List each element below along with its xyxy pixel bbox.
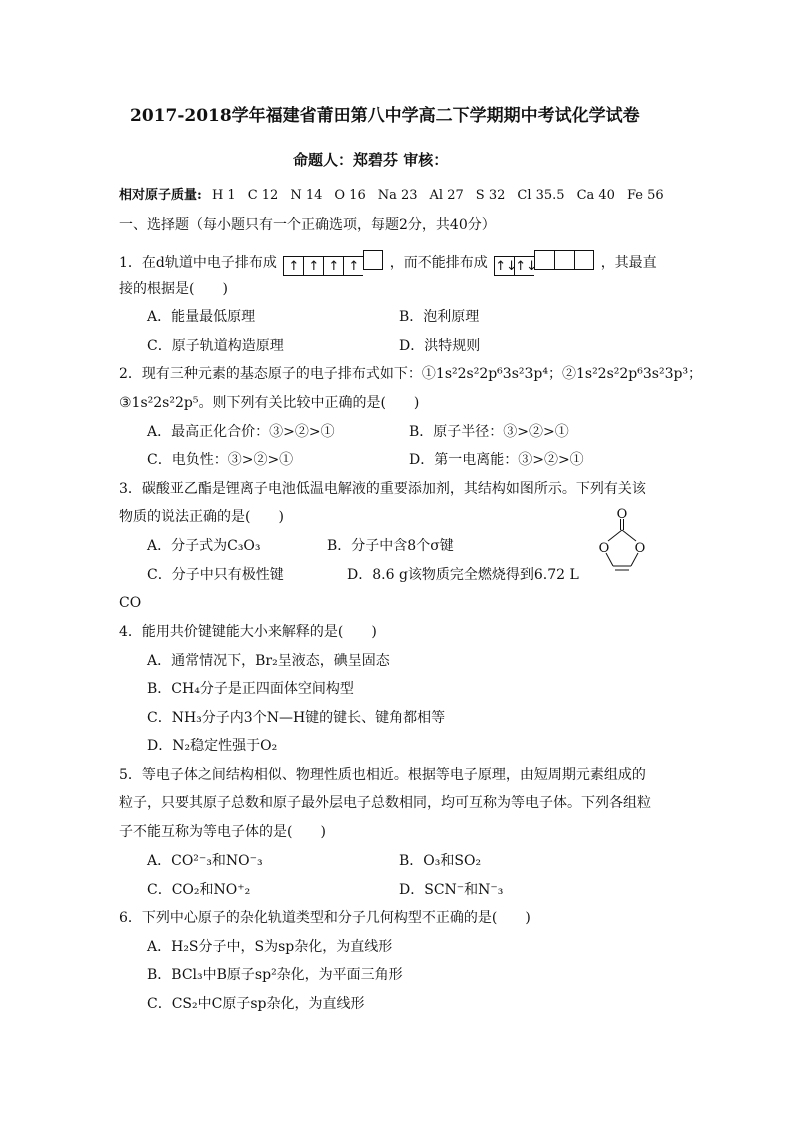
orbital-diagram-a	[283, 250, 383, 276]
q1-option-c: C．原子轨道构造原理	[147, 338, 284, 354]
atomic-mass-item: O 16	[334, 188, 366, 203]
q3-option-b: B．分子中含8个σ键	[327, 538, 454, 554]
q5-option-c: C．CO₂和NO⁺₂	[147, 882, 251, 898]
atom-o-top: O	[616, 507, 628, 522]
q1-stem-a: 1．在d轨道中电子排布成	[119, 255, 277, 271]
q5-stem-line3: 子不能互称为等电子体的是( )	[119, 824, 326, 840]
orbital-box: ↑	[283, 256, 303, 276]
atomic-mass-items	[212, 188, 676, 203]
orbital-box: ↑	[343, 256, 363, 276]
orbital-box: ↑↓	[494, 256, 514, 276]
atomic-mass-item: Na 23	[377, 188, 418, 203]
atomic-mass-item: C 12	[247, 188, 279, 203]
atomic-mass-line	[119, 186, 676, 206]
orbital-box	[554, 250, 574, 270]
orbital-box	[363, 250, 383, 270]
q1-option-a: A．能量最低原理	[147, 309, 256, 325]
q2-stem-line2: ③1s²2s²2p⁵。则下列有关比较中正确的是( )	[119, 395, 420, 411]
q3-option-d-cont: CO	[119, 595, 142, 611]
q6-stem: 6．下列中心原子的杂化轨道类型和分子几何构型不正确的是( )	[119, 910, 531, 926]
atomic-mass-item: Al 27	[429, 188, 464, 203]
q6-option-a: A．H₂S分子中，S为sp杂化，为直线形	[147, 939, 393, 955]
q1-stem-line2: 接的根据是( )	[119, 281, 228, 297]
q2-option-a: A．最高正化合价：③>②>①	[147, 424, 335, 440]
orbital-box	[574, 250, 594, 270]
q1-option-b: B．泡利原理	[399, 309, 480, 325]
q1-stem-line1	[119, 250, 657, 276]
atomic-mass-item: Ca 40	[576, 188, 615, 203]
q2-option-d: D．第一电离能：③>②>①	[409, 452, 584, 468]
q4-option-b: B．CH₄分子是正四面体空间构型	[147, 681, 354, 697]
orbital-box: ↑↓	[514, 256, 534, 276]
q3-stem-line1: 3．碳酸亚乙酯是锂离子电池低温电解液的重要添加剂，其结构如图所示。下列有关该	[119, 481, 646, 497]
atomic-mass-item: H 1	[211, 188, 236, 203]
q1-stem-b: ，而不能排布成	[389, 255, 488, 271]
atom-o-left: O	[598, 541, 610, 556]
section-heading: 一、选择题（每小题只有一个正确选项，每题2分，共40分）	[119, 217, 496, 233]
q5-option-d: D．SCN⁻和N⁻₃	[399, 882, 504, 898]
q5-stem-line1: 5．等电子体之间结构相似、物理性质也相近。根据等电子原理，由短周期元素组成的	[119, 767, 646, 783]
q2-option-b: B．原子半径：③>②>①	[409, 424, 569, 440]
q5-option-b: B．O₃和SO₂	[399, 853, 482, 869]
q3-stem-line2: 物质的说法正确的是( )	[119, 509, 284, 525]
q3-option-c: C．分子中只有极性键	[147, 567, 284, 583]
ethylene-carbonate-structure	[592, 506, 656, 576]
q1-option-d: D．洪特规则	[399, 338, 481, 354]
q4-stem: 4．能用共价键键能大小来解释的是( )	[119, 624, 377, 640]
atom-o-right: O	[634, 541, 646, 556]
atomic-mass-label: 相对原子质量:	[119, 188, 202, 203]
q6-option-b: B．BCl₃中B原子sp²杂化，为平面三角形	[147, 967, 403, 983]
q4-option-c: C．NH₃分子内3个N—H键的键长、键角都相等	[147, 710, 446, 726]
atomic-mass-item: S 32	[475, 188, 506, 203]
orbital-box: ↑	[303, 256, 323, 276]
q3-option-a: A．分子式为C₃O₃	[147, 538, 261, 554]
author-line: 命题人：郑碧芬 审核：	[293, 151, 449, 169]
bond-c-o-right	[622, 530, 636, 541]
page-title: 2017-2018学年福建省莆田第八中学高二下学期期中考试化学试卷	[130, 106, 640, 126]
q6-option-c: C．CS₂中C原子sp杂化，为直线形	[147, 996, 365, 1012]
orbital-diagram-b	[494, 250, 594, 276]
q4-option-d: D．N₂稳定性强于O₂	[147, 738, 278, 754]
q2-option-c: C．电负性：③>②>①	[147, 452, 294, 468]
q1-stem-c: ，其最直	[600, 255, 657, 271]
orbital-box: ↑	[323, 256, 343, 276]
q5-stem-line2: 粒子，只要其原子总数和原子最外层电子总数相同，均可互称为等电子体。下列各组粒	[119, 795, 651, 811]
bond-c-o-left	[608, 530, 622, 541]
q2-stem-line1: 2．现有三种元素的基态原子的电子排布式如下：①1s²2s²2p⁶3s²3p⁴；②1s²2s²2p⁶3s²3p³；	[119, 366, 703, 382]
atomic-mass-item: N 14	[290, 188, 323, 203]
orbital-box	[534, 250, 554, 270]
atomic-mass-item: Fe 56	[626, 188, 664, 203]
q5-option-a: A．CO²⁻₃和NO⁻₃	[147, 853, 263, 869]
q4-option-a: A．通常情况下，Br₂呈液态，碘呈固态	[147, 653, 390, 669]
q3-option-d: D．8.6 g该物质完全燃烧得到6.72 L	[347, 567, 579, 583]
atomic-mass-item: Cl 35.5	[517, 188, 565, 203]
